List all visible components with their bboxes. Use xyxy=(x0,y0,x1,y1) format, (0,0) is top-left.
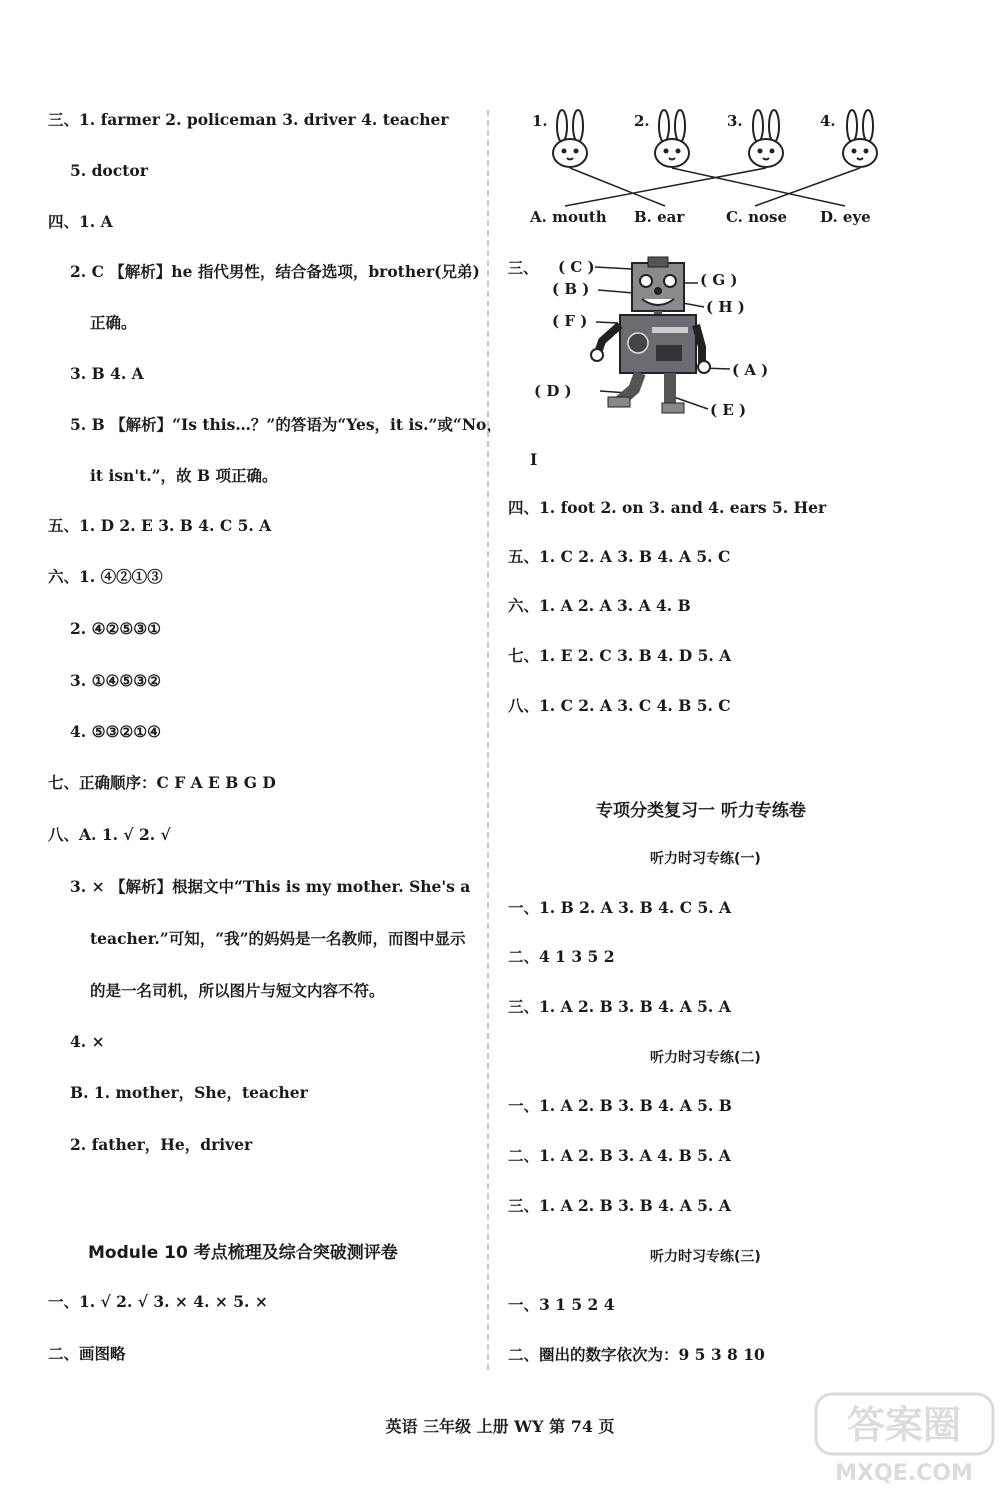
answer-line: 5. doctor xyxy=(70,161,148,180)
module-title: Module 10 考点梳理及综合突破测评卷 xyxy=(88,1243,398,1263)
robot-label: ( C ) xyxy=(558,258,595,276)
answer-line: 二、4 1 3 5 2 xyxy=(508,947,615,966)
answer-line: 五、1. C 2. A 3. B 4. A 5. C xyxy=(508,547,731,566)
answer-line: 二、1. A 2. B 3. A 4. B 5. A xyxy=(508,1146,731,1165)
letter-i: I xyxy=(530,450,538,469)
answer-line: 一、1. A 2. B 3. B 4. A 5. B xyxy=(508,1096,732,1115)
bunny-option: D. eye xyxy=(820,208,871,226)
answer-line: 2. father，He，driver xyxy=(70,1135,253,1154)
answer-line: 3. × 【解析】根据文中“This is my mother. She's a xyxy=(70,877,471,896)
answer-line: 4. ⑤③②①④ xyxy=(70,722,162,741)
answer-line: 三、1. farmer 2. policeman 3. driver 4. teacher xyxy=(48,110,449,129)
subsection-title: 听力时习专练(三) xyxy=(650,1249,761,1265)
answer-line: 一、1. √ 2. √ 3. × 4. × 5. × xyxy=(48,1292,268,1311)
bunny-face-icon xyxy=(655,110,689,167)
answer-line: 二、画图略 xyxy=(48,1344,126,1363)
answer-line: 3. B 4. A xyxy=(70,364,144,383)
bunny-matching-illustration xyxy=(540,108,890,208)
robot-label: ( H ) xyxy=(706,298,745,316)
answer-line: 2. ④②⑤③① xyxy=(70,619,162,638)
answer-line: 三、1. A 2. B 3. B 4. A 5. A xyxy=(508,997,731,1016)
answer-line: 六、1. ④②①③ xyxy=(48,567,163,586)
answer-line: 四、1. foot 2. on 3. and 4. ears 5. Her xyxy=(508,498,827,517)
bunny-number: 2. xyxy=(634,112,650,130)
answer-line: 正确。 xyxy=(90,313,137,332)
answer-line: 一、1. B 2. A 3. B 4. C 5. A xyxy=(508,898,732,917)
svg-text:答案圈: 答案圈 xyxy=(846,1403,962,1447)
answer-line: teacher.”可知，“我”的妈妈是一名教师，而图中显示 xyxy=(90,929,466,948)
robot-label: ( B ) xyxy=(552,280,590,298)
matching-lines xyxy=(565,168,860,206)
answer-line: 3. ①④⑤③② xyxy=(70,671,162,690)
bunny-number: 4. xyxy=(820,112,836,130)
robot-label: ( F ) xyxy=(552,312,588,330)
answer-line: 4. × xyxy=(70,1032,105,1051)
robot-label: ( E ) xyxy=(710,401,747,419)
answer-line: 七、1. E 2. C 3. B 4. D 5. A xyxy=(508,646,732,665)
answer-line: 2. C 【解析】he 指代男性，结合备选项，brother(兄弟) xyxy=(70,262,480,281)
bunny-face-icon xyxy=(749,110,783,167)
column-divider xyxy=(487,110,489,1370)
answer-line: 一、3 1 5 2 4 xyxy=(508,1295,615,1314)
robot-label: ( A ) xyxy=(732,361,769,379)
bunny-face-icon xyxy=(843,110,877,167)
section-number: 三、 xyxy=(508,259,539,277)
answer-line: 二、圈出的数字依次为：9 5 3 8 10 xyxy=(508,1345,765,1364)
page-footer: 英语 三年级 上册 WY 第 74 页 xyxy=(385,1417,615,1436)
review-title: 专项分类复习一 听力专练卷 xyxy=(596,801,806,821)
bunny-number: 1. xyxy=(532,112,548,130)
answer-line: 三、1. A 2. B 3. B 4. A 5. A xyxy=(508,1196,731,1215)
bunny-number: 3. xyxy=(727,112,743,130)
answer-line: it isn't.”，故 B 项正确。 xyxy=(90,466,278,485)
answer-line: 八、A. 1. √ 2. √ xyxy=(48,825,171,844)
robot-illustration xyxy=(570,255,740,420)
answer-line: 六、1. A 2. A 3. A 4. B xyxy=(508,596,691,615)
answer-line: 五、1. D 2. E 3. B 4. C 5. A xyxy=(48,516,272,535)
answer-line: 七、正确顺序：C F A E B G D xyxy=(48,773,276,792)
bunny-option: A. mouth xyxy=(530,208,607,226)
svg-text:MXQE.COM: MXQE.COM xyxy=(835,1461,973,1486)
bunny-face-icon xyxy=(553,110,587,167)
answer-line: 八、1. C 2. A 3. C 4. B 5. C xyxy=(508,696,731,715)
robot-label: ( G ) xyxy=(700,271,738,289)
watermark-logo xyxy=(812,1390,997,1486)
answer-line: B. 1. mother，She，teacher xyxy=(70,1083,308,1102)
bunny-option: C. nose xyxy=(726,208,788,226)
bunny-option: B. ear xyxy=(634,208,685,226)
answer-line: 5. B 【解析】“Is this…？”的答语为“Yes，it is.”或“No， xyxy=(70,415,502,434)
robot-label: ( D ) xyxy=(534,382,572,400)
subsection-title: 听力时习专练(二) xyxy=(650,1050,761,1066)
answer-line: 四、1. A xyxy=(48,212,113,231)
answer-line: 的是一名司机，所以图片与短文内容不符。 xyxy=(90,981,385,1000)
subsection-title: 听力时习专练(一) xyxy=(650,851,761,867)
